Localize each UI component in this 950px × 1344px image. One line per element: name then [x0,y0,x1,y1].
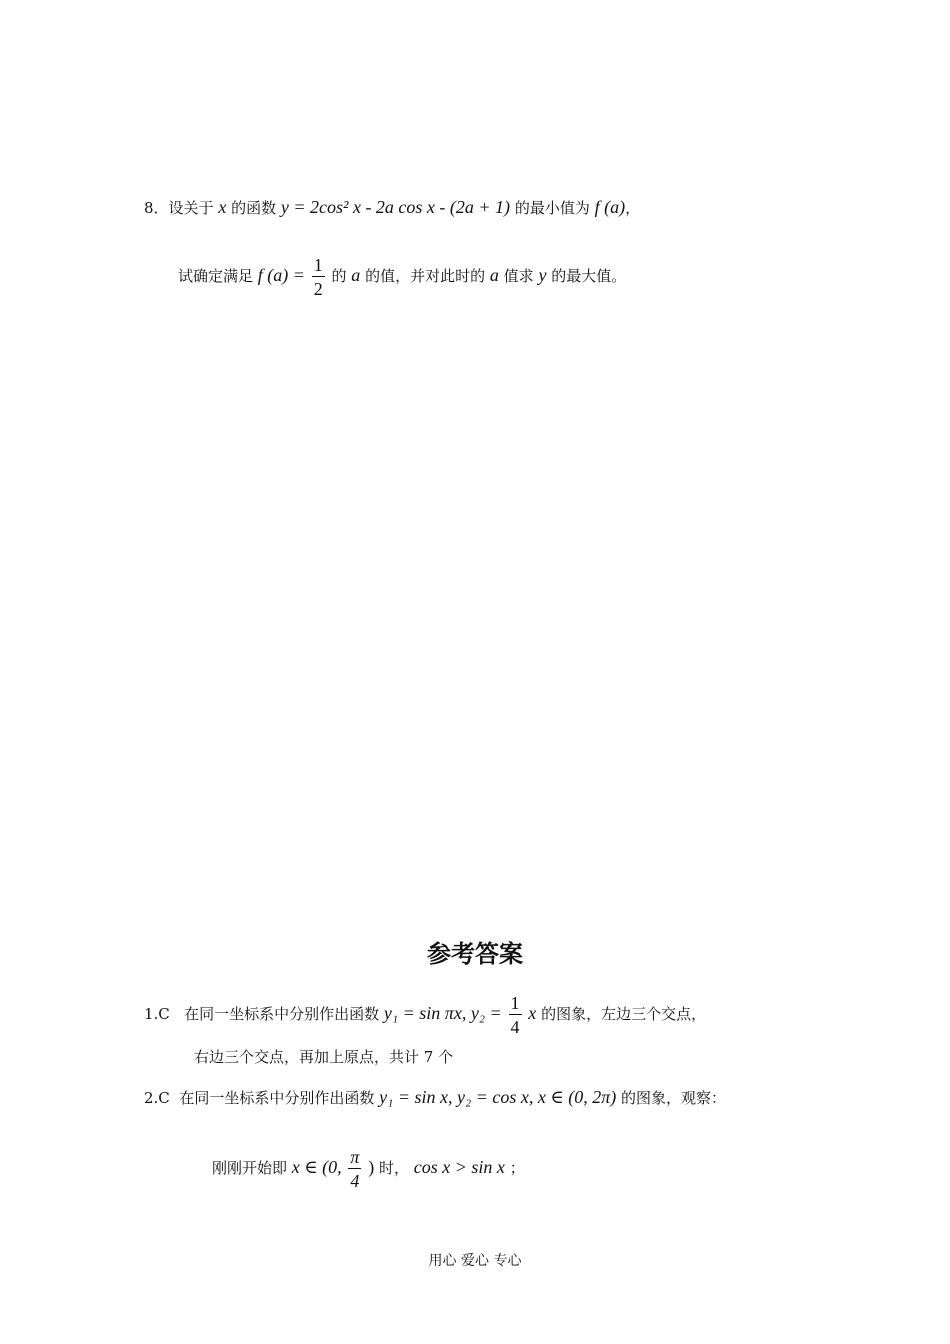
function-expression: y = 2cos² x - 2a cos x - (2a + 1) [280,197,511,217]
fraction-numerator: 1 [510,993,520,1013]
problem-text: 的最大值。 [551,267,627,285]
fraction-denominator: 2 [313,279,323,299]
math-var-x: x [218,197,227,217]
problem-text: 的 [331,267,347,285]
problem-text: 试确定满足 [178,267,254,285]
answer-text: 刚刚开始即 [212,1159,288,1177]
answer-text: 时， [378,1159,409,1177]
fraction-one-half [312,256,325,298]
punctuation: ； [509,1159,525,1177]
equation-right: x [528,1003,537,1023]
math-var-a: a [351,265,361,285]
equation: y₁ = sin x, y₂ = cos x, x ∈ (0, 2π) [379,1087,617,1107]
fraction-one-quarter [509,994,522,1036]
problem-text: 值求 [503,267,534,285]
math-var-y: y [538,265,547,285]
problem-text: 的最小值为 [514,199,590,217]
math-fa: f (a) [594,197,626,217]
problem-8-line-1 [144,198,640,216]
answer-1-line-1 [144,994,706,1036]
problem-text: 的值，并对此时的 [365,267,486,285]
answer-2-line-1 [144,1088,726,1106]
answer-text: 的图象，观察： [621,1089,727,1107]
fraction-denominator: 4 [350,1171,360,1191]
inequality: cos x > sin x [413,1157,505,1177]
interval-right: ) [368,1157,375,1177]
problem-text: 的函数 [231,199,277,217]
punctuation: ， [625,199,641,217]
answer-text: 的图象，左边三个交点， [541,1005,707,1023]
answer-label: 2.C [144,1089,170,1107]
interval-left: x ∈ (0, [291,1157,342,1177]
math-fa-equals: f (a) = [257,265,305,285]
fraction-denominator: 4 [510,1017,520,1037]
fraction-numerator: π [350,1147,360,1167]
problem-8-line-2 [178,256,626,298]
answer-2-line-2 [212,1148,525,1190]
math-var-a: a [489,265,499,285]
answer-text: 在同一坐标系中分别作出函数 [179,1089,375,1107]
equation-left: y₁ = sin πx, y₂ = [383,1003,502,1023]
problem-text: 设关于 [168,199,214,217]
answers-heading: 参考答案 [427,940,523,968]
fraction-numerator: 1 [313,255,323,275]
page-footer: 用心 爱心 专心 [428,1253,522,1269]
answer-text: 在同一坐标系中分别作出函数 [184,1005,380,1023]
answer-label: 1.C [144,1005,170,1023]
fraction-pi-quarter [348,1148,361,1190]
problem-number: 8． [144,199,169,217]
answer-1-line-2: 右边三个交点，再加上原点，共计 7 个 [194,1048,454,1066]
